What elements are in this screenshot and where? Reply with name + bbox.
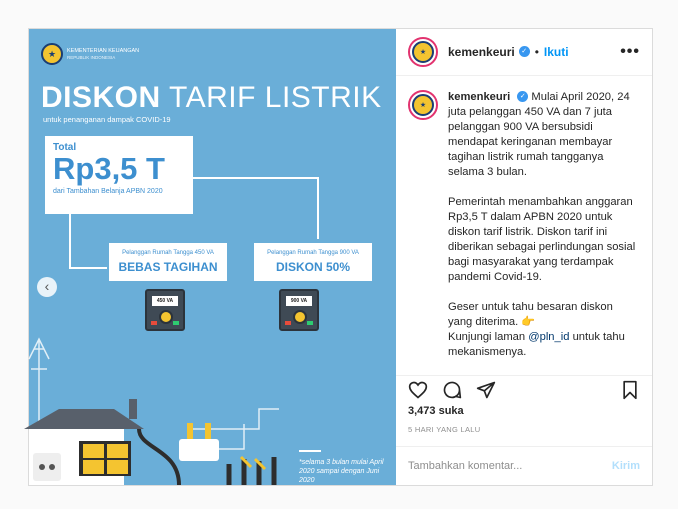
mention-link[interactable]: @pln_id	[528, 330, 570, 343]
meter-display: 450 VA	[152, 296, 178, 306]
post-header: ★ kemenkeuri ✓ • Ikuti •••	[396, 29, 652, 76]
headline-rest: TARIF LISTRIK	[168, 81, 382, 114]
caption-paragraph: Pemerintah menambahkan anggaran Rp3,5 T dalam APBN 2020 untuk diskon tarif listrik. Diskon tarif ini diberikan sebagai perlindungan sosial bagi masyarakat yang terdampak pandemi Covid-19.	[448, 195, 636, 283]
caption-area	[396, 76, 652, 376]
caption-username[interactable]: kemenkeuri	[448, 90, 511, 103]
electric-meter-icon	[145, 289, 185, 331]
category-900va	[254, 243, 372, 281]
comment-box	[396, 447, 652, 485]
heart-icon[interactable]	[408, 380, 428, 400]
verified-icon: ✓	[517, 91, 528, 102]
category-value: BEBAS TAGIHAN	[118, 260, 218, 274]
post-side-panel	[396, 29, 652, 485]
connector-line	[193, 177, 319, 239]
bookmark-icon[interactable]	[620, 380, 640, 400]
footnote: *selama 3 bulan mulai April 2020 sampai dengan Juni 2020	[299, 459, 384, 484]
previous-slide-button[interactable]: ‹	[37, 277, 57, 297]
total-box	[45, 136, 193, 214]
meter-display: 900 VA	[286, 296, 312, 306]
post-image	[29, 29, 396, 485]
ministry-logo	[41, 43, 139, 65]
caption-text: kemenkeuri ✓ Mulai April 2020, 24 juta pelanggan 450 VA dan 7 juta pelanggan 900 VA bersubsidi mendapat keringanan membayar tagihan listrik rumah tangganya selama 3 bulan. Pemerintah menambahkan anggaran Rp3,5 T dalam APBN 2020 untuk diskon tarif listrik. Diskon tarif ini diberikan sebagai perlindungan sosial bagi masyarakat yang terdampak pandemi Covid-19. Geser untuk tahu besaran diskon yang diterima. 👉 Kunjungi laman @pln_id untuk tahu mekanismenya.	[448, 90, 640, 375]
connector-line	[69, 214, 107, 269]
avatar[interactable]	[408, 37, 438, 67]
logo-line2: REPUBLIK INDONESIA	[67, 54, 116, 60]
avatar[interactable]	[408, 90, 438, 120]
emblem-icon: ★	[41, 43, 63, 65]
emblem-icon: ★	[412, 41, 434, 63]
subhead: untuk penanganan dampak COVID-19	[43, 115, 171, 124]
electric-meter-icon	[279, 289, 319, 331]
action-bar	[396, 376, 652, 405]
likes-count[interactable]: 3,473 suka	[408, 404, 464, 417]
headline	[41, 81, 382, 115]
post-dialog	[28, 28, 653, 486]
emblem-icon: ★	[412, 94, 434, 116]
caption-paragraph: Geser untuk tahu besaran diskon yang diterima. 👉	[448, 300, 613, 328]
send-button[interactable]: Kirim	[611, 459, 640, 472]
logo-line1: KEMENTERIAN KEUANGAN	[67, 48, 140, 54]
total-label: Total	[53, 142, 77, 153]
total-value: Rp3,5 T	[53, 151, 165, 186]
more-options-icon[interactable]: •••	[620, 42, 640, 60]
headline-bold: DISKON	[41, 81, 161, 114]
category-label: Pelanggan Rumah Tangga 900 VA	[267, 250, 359, 256]
comment-input[interactable]	[408, 460, 612, 472]
share-icon[interactable]	[476, 380, 496, 400]
comment-icon[interactable]	[442, 380, 462, 400]
post-timestamp[interactable]: 5 HARI YANG LALU	[396, 417, 652, 447]
category-value: DISKON 50%	[275, 260, 351, 274]
caption-paragraph: Mulai April 2020, 24 juta pelanggan 450 VA dan 7 juta pelanggan 900 VA bersubsidi mendapat keringanan membayar tagihan listrik rumah tangganya selama 3 bulan.	[448, 90, 630, 178]
total-note: dari Tambahan Belanja APBN 2020	[53, 188, 163, 195]
verified-icon: ✓	[519, 46, 530, 57]
category-label: Pelanggan Rumah Tangga 450 VA	[122, 250, 214, 256]
category-450va	[109, 243, 227, 281]
follow-button[interactable]: Ikuti	[543, 44, 569, 59]
username-link[interactable]: kemenkeuri	[448, 44, 515, 59]
